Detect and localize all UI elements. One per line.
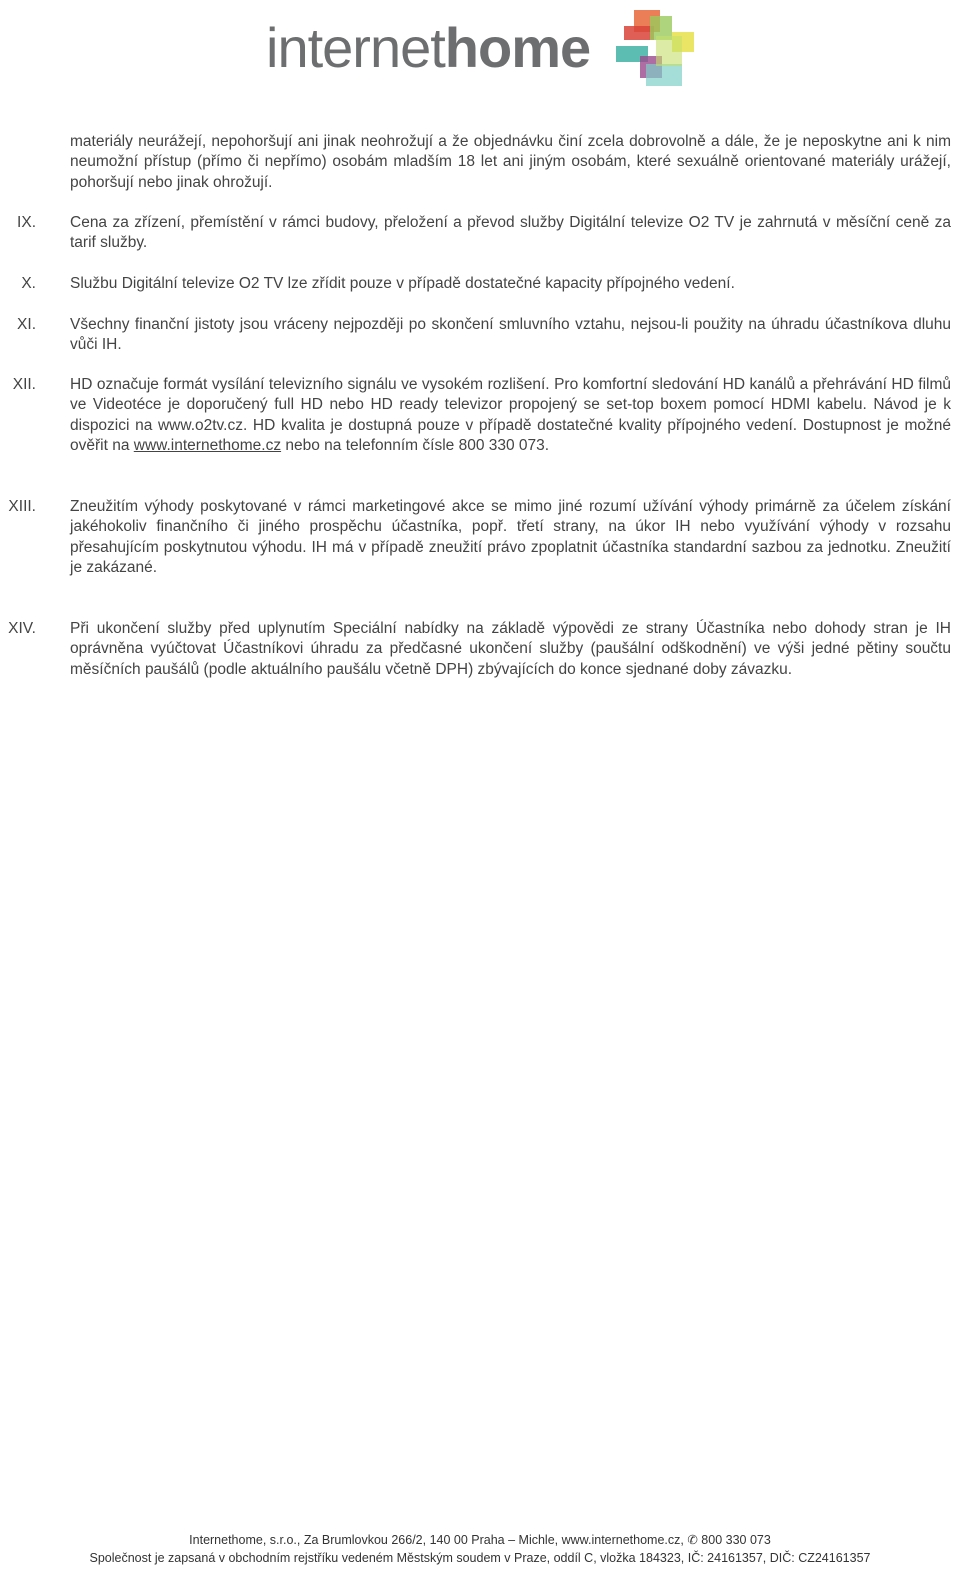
logo-block [656,36,682,66]
term-text-part: nebo na telefonním čísle 800 330 073. [281,436,550,454]
internethome-link[interactable]: www.internethome.cz [133,436,282,454]
logo-color-blocks-icon [616,6,716,92]
logo-word-bold: home [444,16,591,79]
term-text: Službu Digitální televize O2 TV lze zřídit pouze v případě dostatečné kapacity přípojného vedení. [70,275,735,292]
footer-registration: Společnost je zapsaná v obchodním rejstříku vedeném Městským soudem v Praze, oddíl C, vložka 184323, IČ: 24161357, DIČ: CZ24161357 [89,1551,871,1565]
internethome-logo [266,6,726,92]
term-number: XII. [12,376,36,393]
logo-wordmark [266,18,590,78]
term-number: XIII. [8,498,36,515]
term-number: X. [21,275,36,292]
logo-block [624,26,654,40]
term-text: Cena za zřízení, přemístění v rámci budovy, přeložení a převod služby Digitální televize O2 TV je zahrnutá v měsíční ceně za tarif služby. [70,214,951,252]
term-text [70,375,951,456]
logo-word-light: internet [266,16,445,79]
term-number: XIV. [8,620,36,637]
footer-address: Internethome, s.r.o., Za Brumlovkou 266/2, 140 00 Praha – Michle, www.internethome.cz, ✆ 800 330 073 [189,1533,771,1547]
term-text: Při ukončení služby před uplynutím Speciální nabídky na základě výpovědi ze strany Účastníka nebo dohody stran je IH oprávněna vyúčtovat Účastníkovi úhradu za předčasné ukončení služby (paušální odškodnění) ve výši jedné pětiny součtu měsíčních paušálů (podle aktuálního paušálu včetně DPH) zbývajících do konce sjednané doby závazku. [70,620,951,678]
term-text-part: HD označuje formát vysílání televizního signálu ve vysokém rozlišení. Pro komfortní sledování HD kanálů a přehrávání HD filmů ve Videotéce je doporučený full HD nebo HD ready televizor propojený se set-top boxem pomocí HDMI kabelu. Návod je k dispozici na www.o2tv.cz. HD kvalita je dostupná pouze v případě dostatečné kvality přípojného vedení. Dostupnost je možné ověřit na [70,376,951,454]
term-text: Zneužitím výhody poskytované v rámci marketingové akce se mimo jiné rozumí užívání výhody primárně za účelem získání jakéhokoliv finančního či jiného prospěchu účastníka, popř. třetí strany, na úkor IH nebo využívání výhody v rozsahu přesahujícím poskytnutou výhodu. IH má v případě zneužití právo zpoplatnit účastníka standardní sazbou za jednotku. Zneužití je zakázané. [70,498,951,576]
term-number: XI. [17,316,36,333]
continued-paragraph: materiály neurážejí, nepohoršují ani jinak neohrožují a že objednávku činí zcela dobrovolně a dále, že je neposkytne ani k nim neumožní přístup (přímo či nepřímo) osobám mladším 18 let ani jiným osobám, které sexuálně orientované materiály urážejí, pohoršují nebo jinak ohrožují. [70,133,951,191]
term-number: IX. [17,214,36,231]
logo-block [646,64,682,86]
term-text: Všechny finanční jistoty jsou vráceny nejpozději po skončení smluvního vztahu, nejsou-li použity na úhradu účastníkova dluhu vůči IH. [70,316,951,354]
